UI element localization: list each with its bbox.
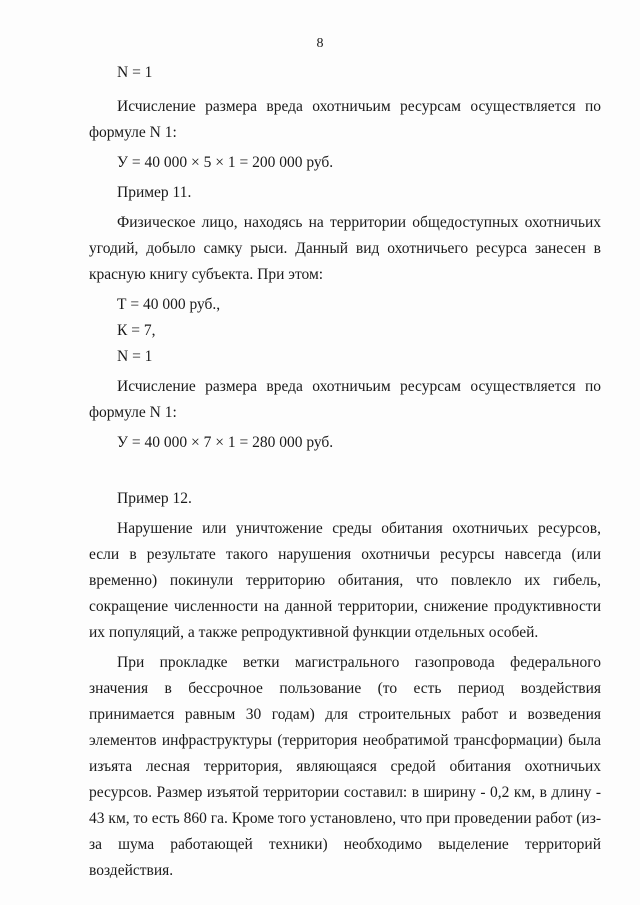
formula-variable-n: N = 1 [117, 64, 153, 81]
page-number: 8 [316, 36, 324, 51]
formula-variable-n-2: N = 1 [117, 348, 153, 365]
formula-variable-k: К = 7, [117, 322, 156, 339]
example-11-heading: Пример 11. [117, 184, 192, 201]
paragraph-calculation-1: Исчисление размера вреда охотничьим ресурсам осуществляется по формуле N 1: [89, 98, 601, 141]
paragraph-calculation-2: Исчисление размера вреда охотничьим ресурсам осуществляется по формуле N 1: [89, 378, 601, 421]
document-body [89, 60, 601, 884]
paragraph-example-12-intro: Нарушение или уничтожение среды обитания охотничьих ресурсов, если в результате такого нарушения охотничьи ресурсы навсегда (или временно) покинули территорию обитания, что повлекло их гибель, сокращение численности на данной территории, снижение продуктивности их популяций, а также репродуктивной функции отдельных особей. [89, 520, 601, 641]
example-12-heading: Пример 12. [117, 490, 192, 507]
paragraph-example-11: Физическое лицо, находясь на территории общедоступных охотничьих угодий, добыло самку рыси. Данный вид охотничьего ресурса занесен в красную книгу субъекта. При этом: [89, 214, 601, 283]
paragraph-example-12-details: При прокладке ветки магистрального газопровода федерального значения в бессрочное пользование (то есть период воздействия принимается равным 30 годам) для строительных работ и возведения элементов инфраструктуры (территория необратимой трансформации) была изъята лесная территория, являющаяся средой обитания охотничьих ресурсов. Размер изъятой территории составил: в ширину - 0,2 км, в длину - 43 км, то есть 860 га. Кроме того установлено, что при проведении работ (из-за шума работающей техники) необходимо выделение территорий воздействия. [89, 654, 601, 879]
formula-result-2: У = 40 000 × 7 × 1 = 280 000 руб. [117, 434, 334, 451]
formula-variable-t: Т = 40 000 руб., [117, 296, 221, 313]
formula-result-1: У = 40 000 × 5 × 1 = 200 000 руб. [117, 154, 334, 171]
